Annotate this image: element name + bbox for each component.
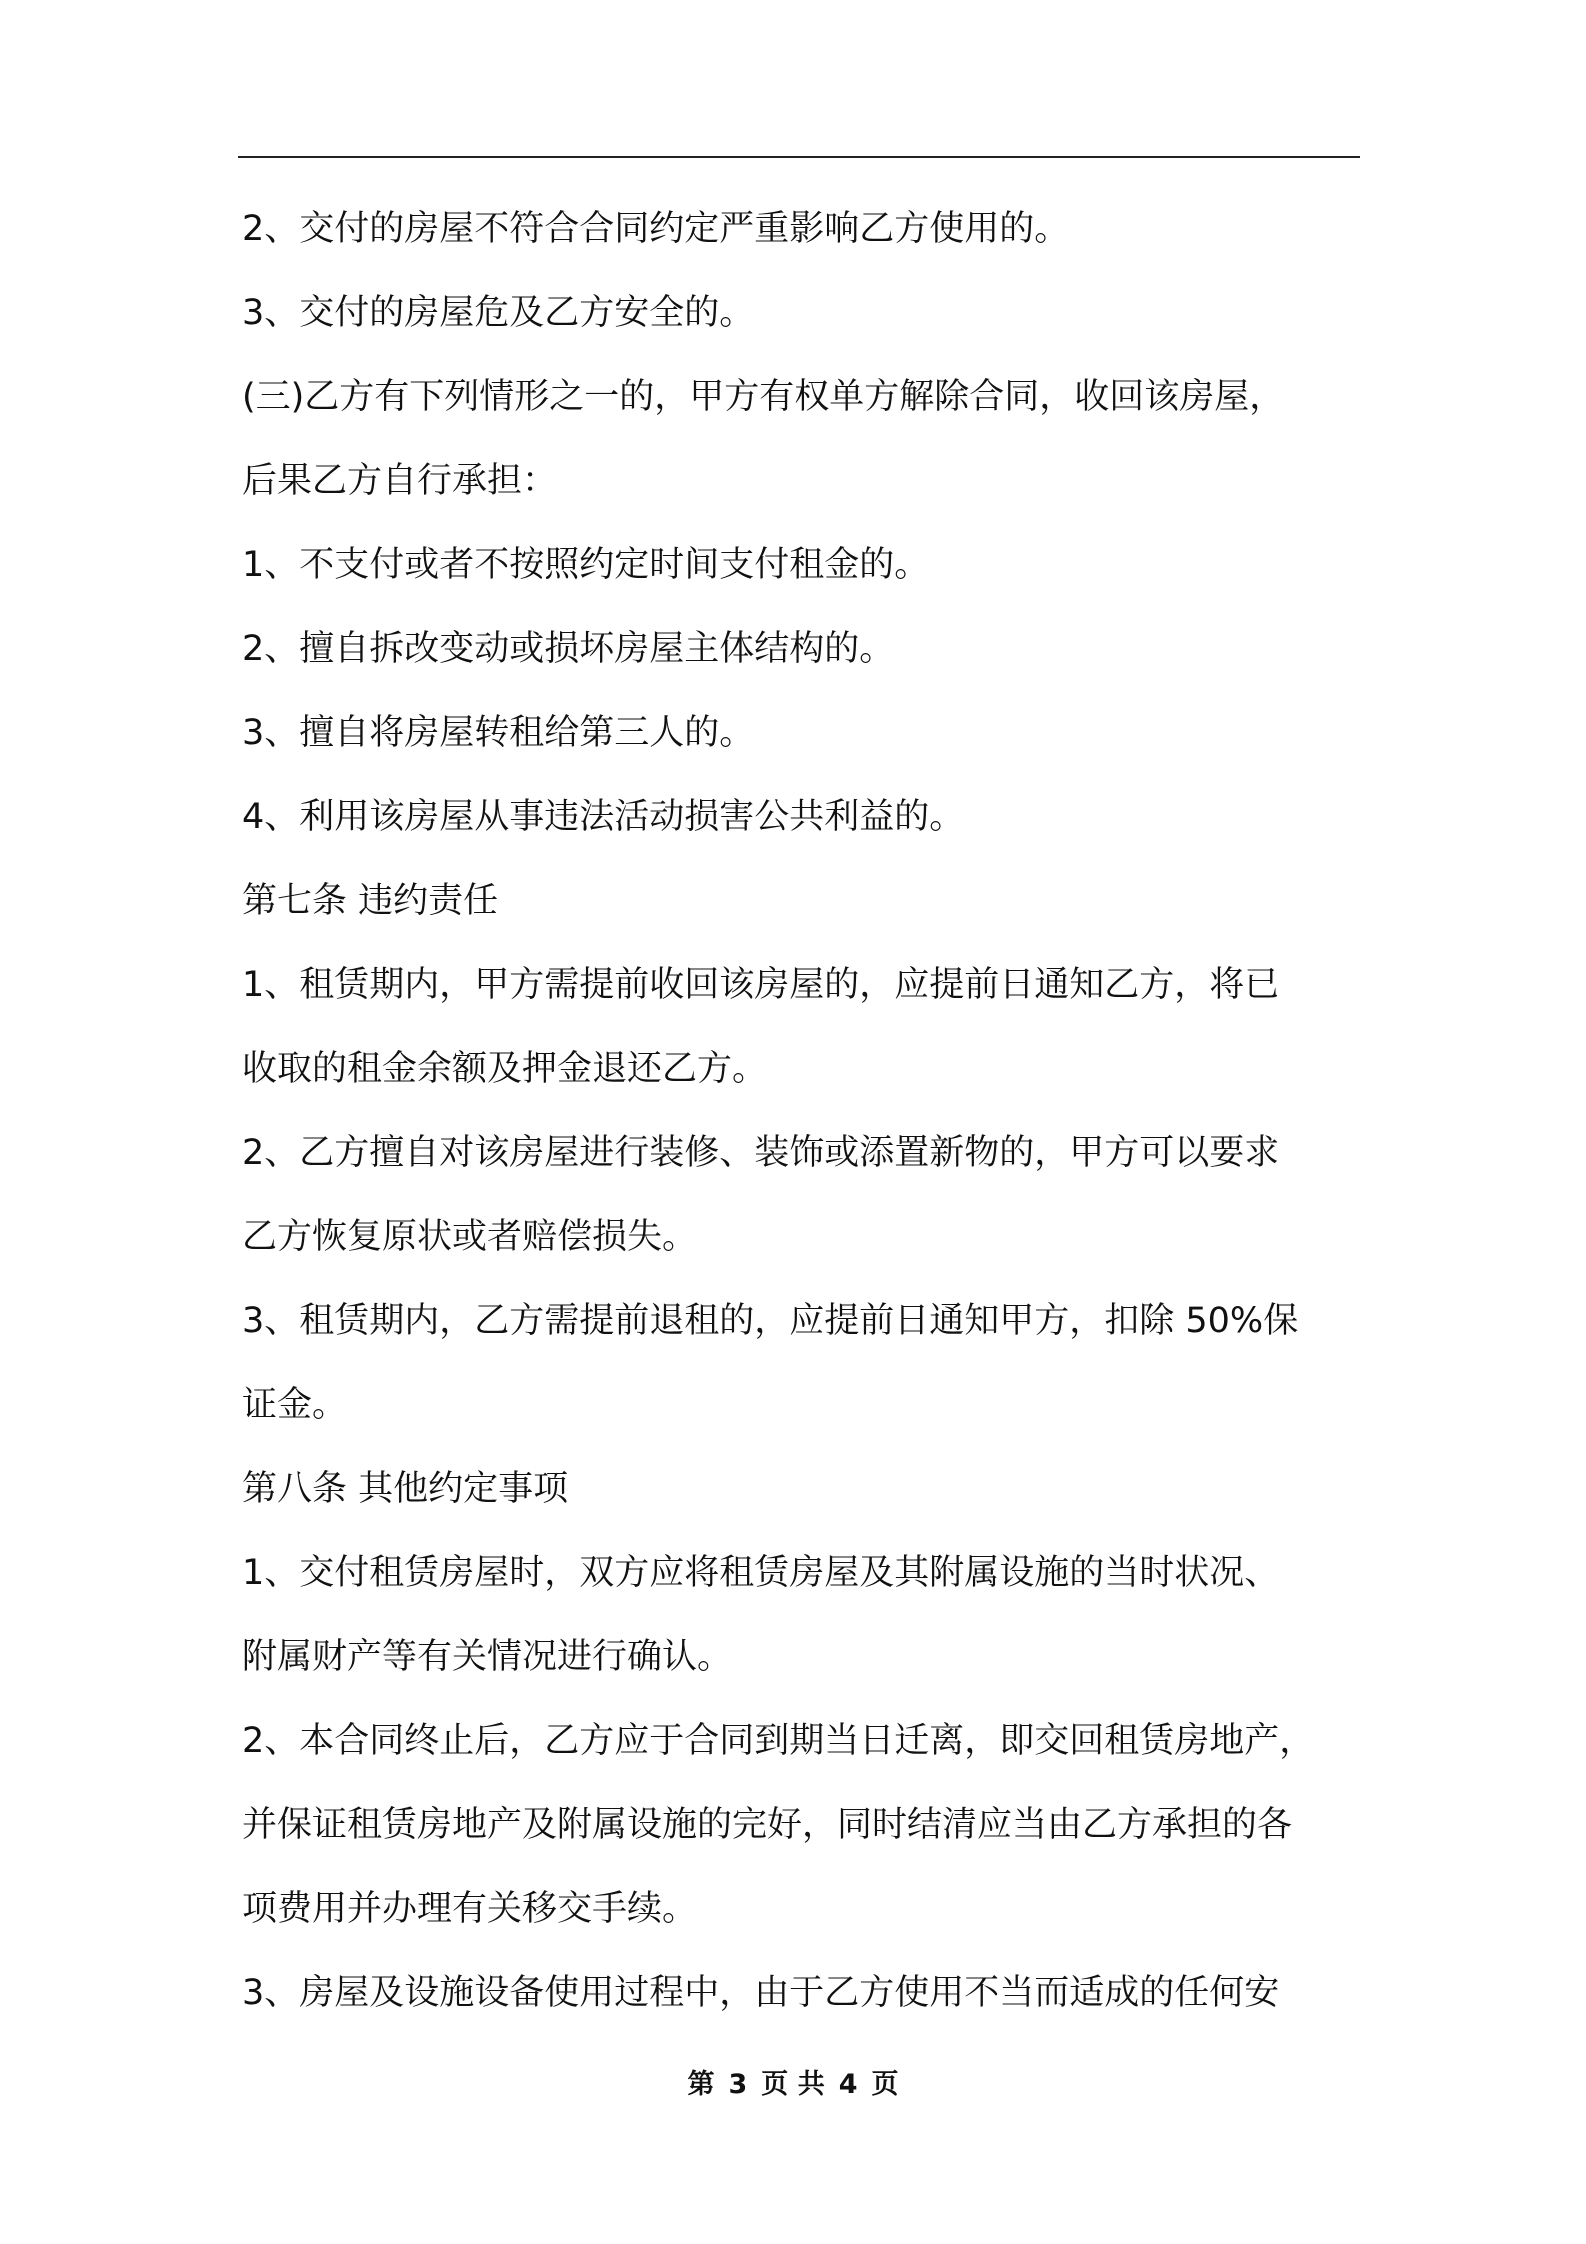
text-line: 2、本合同终止后，乙方应于合同到期当日迁离，即交回租赁房地产， (242, 1721, 1315, 1761)
page-label-suffix: 页 (871, 2069, 899, 2100)
document-body (242, 199, 1362, 2047)
text-line: (三)乙方有下列情形之一的，甲方有权单方解除合同，收回该房屋， (242, 377, 1285, 417)
current-page-number: 3 (728, 2069, 748, 2100)
text-line: 1、不支付或者不按照约定时间支付租金的。 (242, 545, 930, 585)
section-heading: 第七条 违约责任 (242, 881, 499, 921)
text-line: 2、交付的房屋不符合合同约定严重影响乙方使用的。 (242, 209, 1070, 249)
text-line: 3、交付的房屋危及乙方安全的。 (242, 293, 755, 333)
text-line: 2、擅自拆改变动或损坏房屋主体结构的。 (242, 629, 895, 669)
text-line: 4、利用该房屋从事违法活动损害公共利益的。 (242, 797, 965, 837)
text-line: 证金。 (242, 1385, 348, 1425)
text-line: 收取的租金余额及押金退还乙方。 (242, 1049, 768, 1089)
text-line: 附属财产等有关情况进行确认。 (242, 1637, 733, 1677)
text-line: 乙方恢复原状或者赔偿损失。 (242, 1217, 698, 1257)
section-heading: 第八条 其他约定事项 (242, 1469, 569, 1509)
text-line: 3、房屋及设施设备使用过程中，由于乙方使用不当而适成的任何安 (242, 1973, 1280, 2013)
text-line: 项费用并办理有关移交手续。 (242, 1889, 698, 1929)
page-label-mid: 页 共 (761, 2069, 825, 2100)
page-label-prefix: 第 (687, 2069, 715, 2100)
text-line: 3、租赁期内，乙方需提前退租的，应提前日通知甲方，扣除 50%保 (242, 1301, 1299, 1341)
text-line: 并保证租赁房地产及附属设施的完好，同时结清应当由乙方承担的各 (242, 1805, 1293, 1845)
page-footer (0, 2062, 1586, 2101)
total-pages-number: 4 (838, 2069, 858, 2100)
text-line: 3、擅自将房屋转租给第三人的。 (242, 713, 755, 753)
text-line: 1、租赁期内，甲方需提前收回该房屋的，应提前日通知乙方，将已 (242, 965, 1280, 1005)
text-line: 2、乙方擅自对该房屋进行装修、装饰或添置新物的，甲方可以要求 (242, 1133, 1280, 1173)
text-line: 1、交付租赁房屋时，双方应将租赁房屋及其附属设施的当时状况、 (242, 1553, 1280, 1593)
text-line: 后果乙方自行承担： (242, 461, 558, 501)
header-rule (238, 156, 1360, 158)
